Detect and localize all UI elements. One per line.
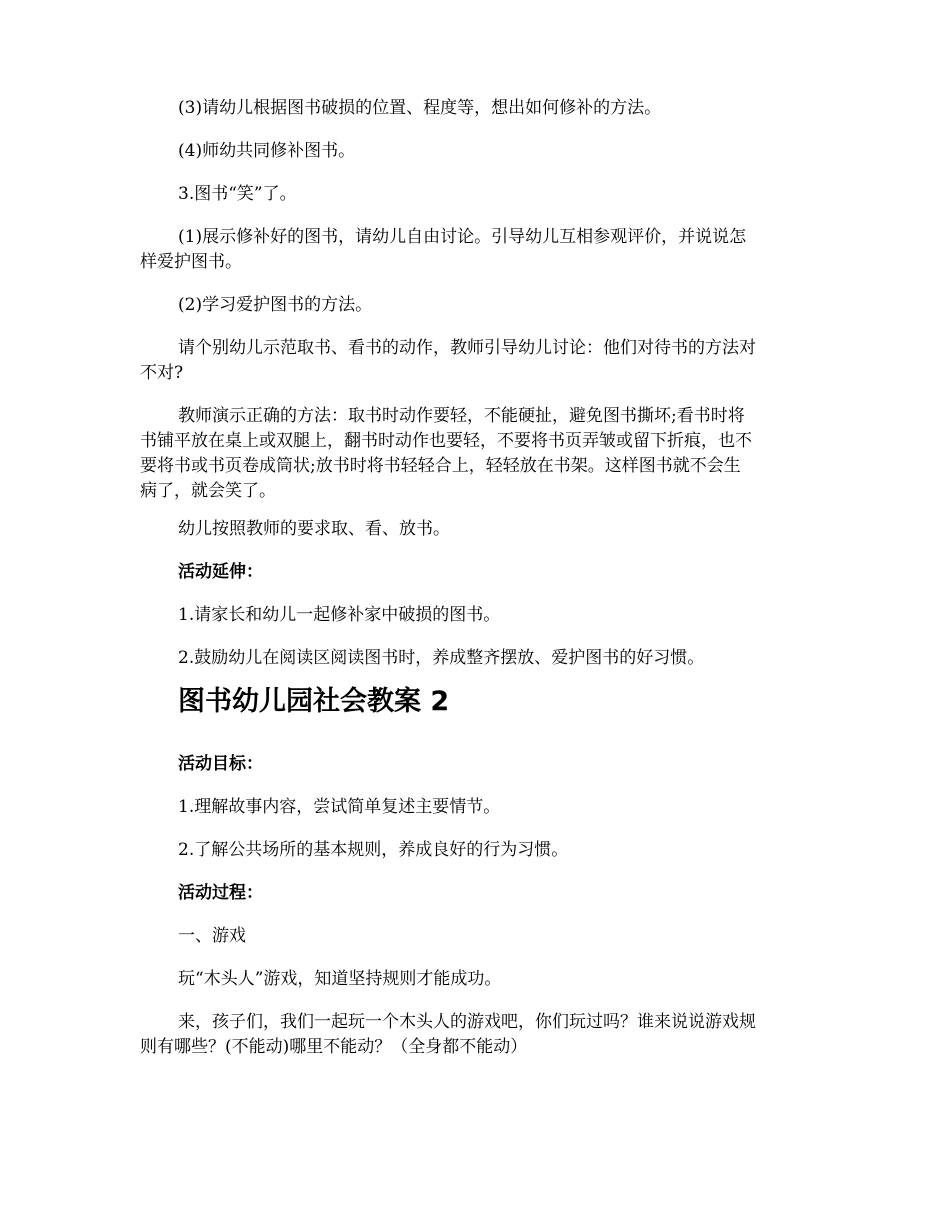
section-heading-extension: 活动延伸： (178, 562, 263, 582)
paragraph-continuation: 要将书或书页卷成筒状;放书时将书轻轻合上，轻轻放在书架。这样图书就不会生 (140, 456, 741, 476)
lesson-title: 图书幼儿园社会教案 2 (178, 686, 450, 717)
paragraph: 3.图书“笑”了。 (178, 184, 297, 204)
paragraph-continuation: 不对? (140, 363, 184, 383)
section-heading-process: 活动过程： (178, 883, 263, 903)
paragraph-continuation: 样爱护图书。 (140, 252, 242, 272)
list-item: 1.理解故事内容，尝试简单复述主要情节。 (178, 797, 501, 817)
paragraph: 教师演示正确的方法：取书时动作要轻，不能硬扯，避免图书撕坏;看书时将 (178, 406, 745, 426)
list-item: 2.了解公共场所的基本规则，养成良好的行为习惯。 (178, 840, 569, 860)
paragraph-continuation: 书铺平放在桌上或双腿上，翻书时动作也要轻，不要将书页弄皱或留下折痕，也不 (140, 431, 752, 451)
step-heading: 一、游戏 (178, 926, 246, 946)
paragraph: (3)请幼儿根据图书破损的位置、程度等，想出如何修补的方法。 (178, 98, 662, 118)
section-heading-goals: 活动目标： (178, 754, 263, 774)
paragraph: (4)师幼共同修补图书。 (178, 141, 356, 161)
paragraph-continuation: 则有哪些？(不能动)哪里不能动？（全身都不能动） (140, 1037, 528, 1057)
paragraph: (2)学习爱护图书的方法。 (178, 295, 373, 315)
list-item: 1.请家长和幼儿一起修补家中破损的图书。 (178, 605, 501, 625)
paragraph: 来，孩子们，我们一起玩一个木头人的游戏吧，你们玩过吗？谁来说说游戏规 (178, 1012, 756, 1032)
paragraph: (1)展示修补好的图书，请幼儿自由讨论。引导幼儿互相参观评价，并说说怎 (178, 227, 747, 247)
paragraph: 幼儿按照教师的要求取、看、放书。 (178, 519, 450, 539)
paragraph: 玩“木头人”游戏，知道坚持规则才能成功。 (178, 969, 502, 989)
list-item: 2.鼓励幼儿在阅读区阅读图书时，养成整齐摆放、爱护图书的好习惯。 (178, 648, 705, 668)
paragraph: 请个别幼儿示范取书、看书的动作，教师引导幼儿讨论：他们对待书的方法对 (178, 338, 756, 358)
paragraph-continuation: 病了，就会笑了。 (140, 481, 276, 501)
